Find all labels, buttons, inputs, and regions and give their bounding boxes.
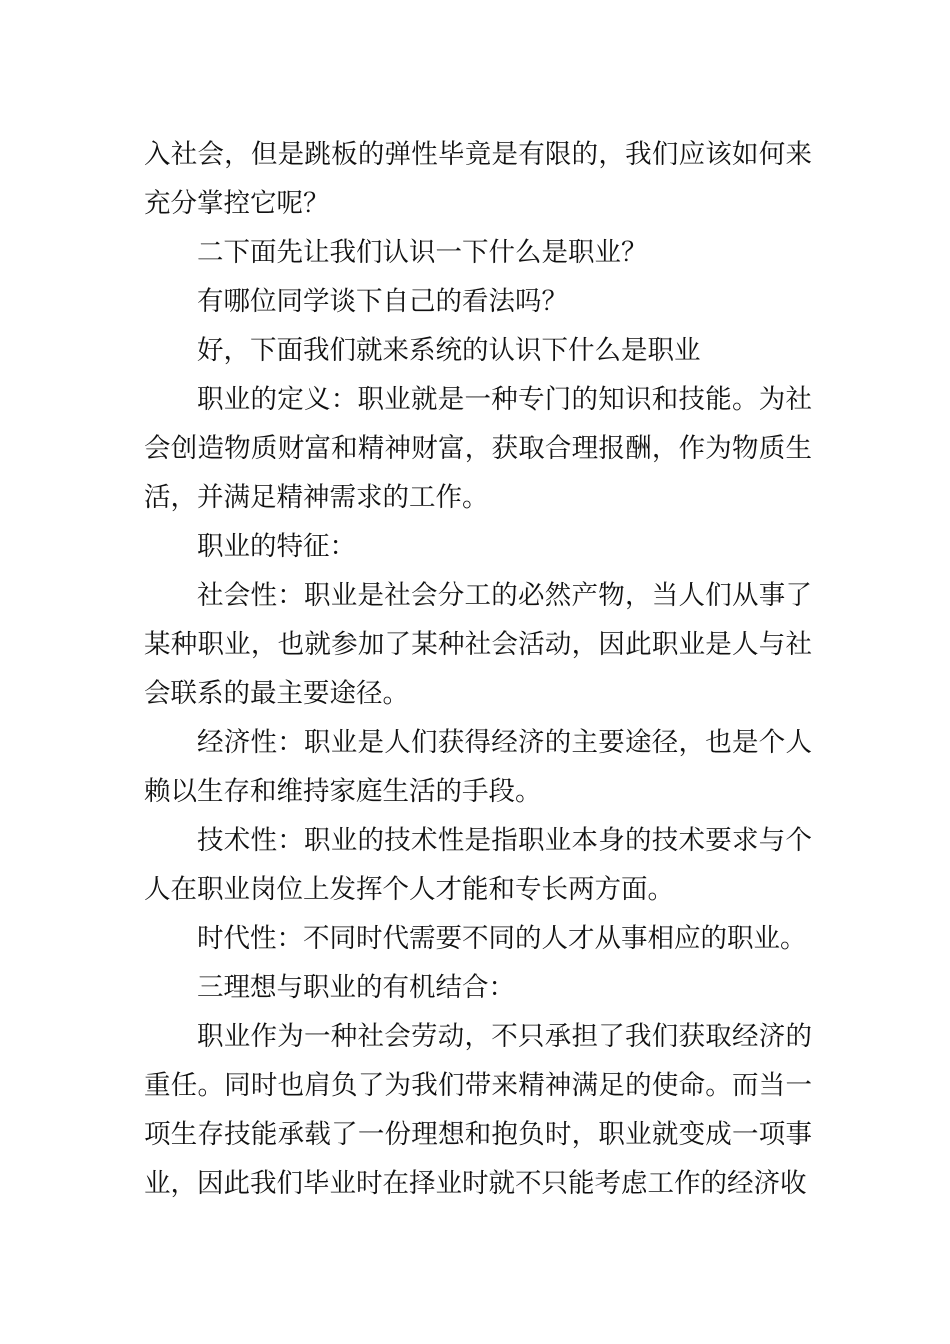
paragraph-era: 时代性：不同时代需要不同的人才从事相应的职业。 (197, 923, 807, 954)
paragraph-section-two-heading: 二下面先让我们认识一下什么是职业？ (197, 237, 648, 268)
paragraph-features-heading: 职业的特征： (197, 531, 356, 562)
paragraph-question: 有哪位同学谈下自己的看法吗？ (197, 286, 568, 317)
paragraph-combination: 职业作为一种社会劳动，不只承担了我们获取经济的重任。同时也肩负了为我们带来精神满足的使命。而当一项生存技能承载了一份理想和抱负时，职业就变成一项事业，因此我们毕业时在择业时就不只能考虑工作的经济收 (144, 1021, 812, 1199)
paragraph-economic: 经济性：职业是人们获得经济的主要途径，也是个人赖以生存和维持家庭生活的手段。 (144, 727, 812, 807)
paragraph-section-three-heading: 三理想与职业的有机结合： (197, 972, 515, 1003)
paragraph-continuation: 入社会，但是跳板的弹性毕竟是有限的，我们应该如何来充分掌控它呢？ (144, 139, 812, 219)
paragraph-technical: 技术性：职业的技术性是指职业本身的技术要求与个人在职业岗位上发挥个人才能和专长两方面。 (144, 825, 812, 905)
paragraph-intro: 好，下面我们就来系统的认识下什么是职业 (197, 335, 701, 366)
paragraph-definition: 职业的定义：职业就是一种专门的知识和技能。为社会创造物质财富和精神财富，获取合理报酬，作为物质生活，并满足精神需求的工作。 (144, 384, 812, 513)
paragraph-social: 社会性：职业是社会分工的必然产物，当人们从事了某种职业，也就参加了某种社会活动，因此职业是人与社会联系的最主要途径。 (144, 580, 812, 709)
document-body (144, 130, 812, 1208)
